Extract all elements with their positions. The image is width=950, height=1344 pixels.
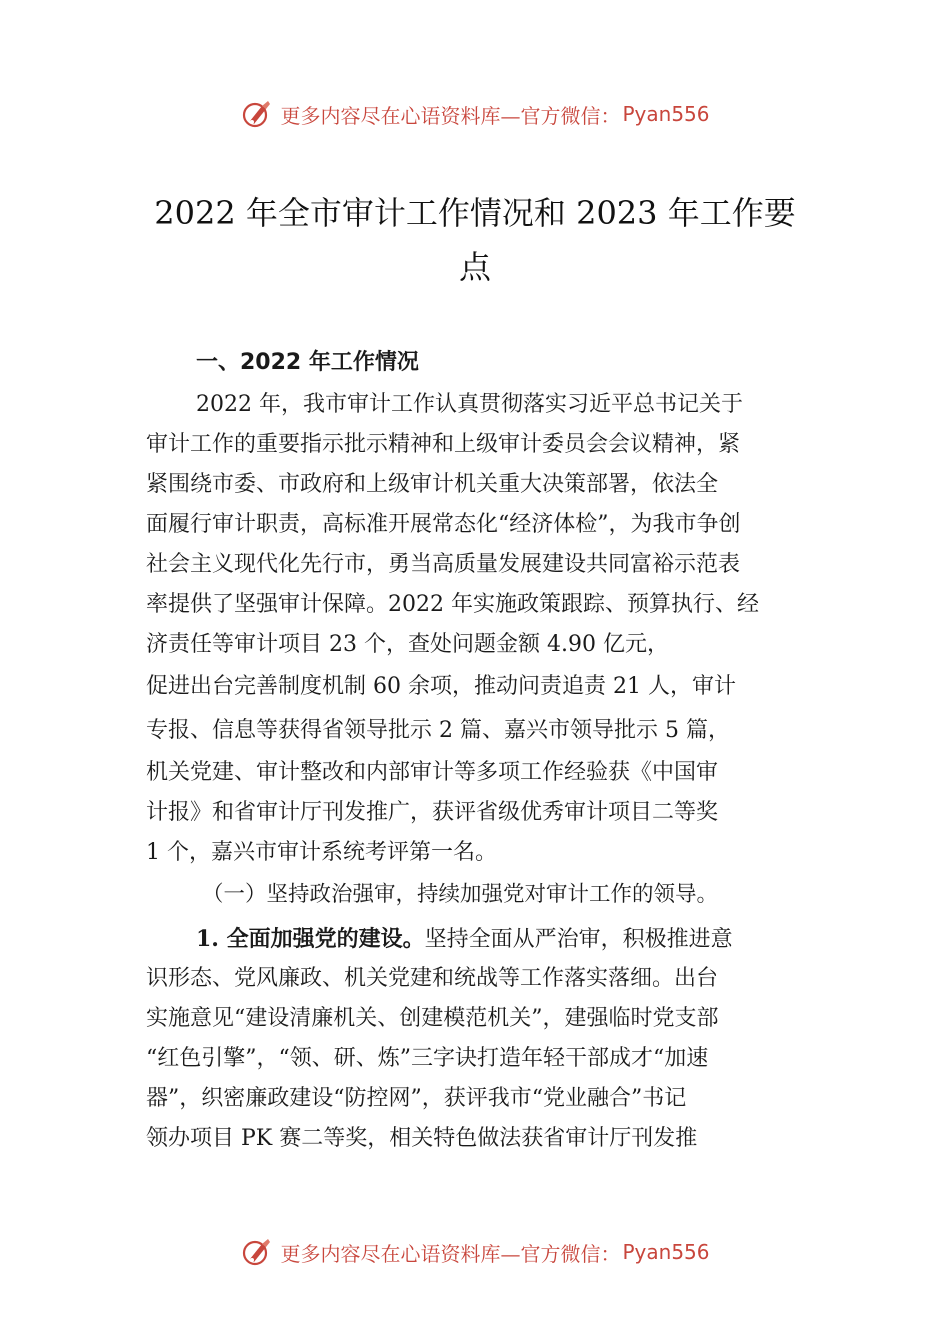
paragraph-line: 计报》和省审计厅刊发推广，获评省级优秀审计项目二等奖 <box>146 800 719 825</box>
document-title <box>120 186 830 294</box>
item-text: 坚持全面从严治审，积极推进意 <box>424 927 733 952</box>
paragraph-line: 济责任等审计项目 23 个，查处问题金额 4.90 亿元， <box>146 632 669 657</box>
paragraph-line: 促进出台完善制度机制 60 余项，推动问责追责 21 人，审计 <box>146 674 736 699</box>
paragraph-line: 专报、信息等获得省领导批示 2 篇、嘉兴市领导批示 5 篇， <box>146 718 730 743</box>
paragraph-line: 1 个，嘉兴市审计系统考评第一名。 <box>146 840 497 865</box>
paragraph-line: 器”，织密廉政建设“防控网”，获评我市“党业融合”书记 <box>146 1086 687 1111</box>
pen-nib-logo-icon <box>240 97 274 131</box>
banner-wechat-id: Pyan556 <box>622 102 710 126</box>
paragraph-line: 实施意见“建设清廉机关、创建模范机关”，建强临时党支部 <box>146 1006 719 1031</box>
banner-brand-text: 更多内容尽在心语资料库—官方微信： <box>280 103 621 128</box>
paragraph-line: 机关党建、审计整改和内部审计等多项工作经验获《中国审 <box>146 760 719 785</box>
paragraph-line: 紧围绕市委、市政府和上级审计机关重大决策部署，依法全 <box>146 472 719 497</box>
subsection-heading: （一）坚持政治强审，持续加强党对审计工作的领导。 <box>202 882 719 907</box>
section-heading: 一、2022 年工作情况 <box>196 350 419 375</box>
paragraph-line: 领办项目 PK 赛二等奖，相关特色做法获省审计厅刊发推 <box>146 1126 698 1151</box>
paragraph-line: 面履行审计职责，高标准开展常态化“经济体检”，为我市争创 <box>146 512 741 537</box>
pen-nib-logo-icon <box>240 1235 274 1269</box>
paragraph-line: 社会主义现代化先行市，勇当高质量发展建设共同富裕示范表 <box>146 552 741 577</box>
banner-wechat-id: Pyan556 <box>622 1240 710 1264</box>
item-first-line <box>196 924 733 955</box>
title-line-1: 2022 年全市审计工作情况和 2023 年工作要 <box>154 194 796 232</box>
paragraph-line: “红色引擎”，“领、研、炼”三字诀打造年轻干部成才“加速 <box>146 1046 709 1071</box>
paragraph-line: 率提供了坚强审计保障。2022 年实施政策跟踪、预算执行、经 <box>146 592 759 617</box>
paragraph-line: 2022 年，我市审计工作认真贯彻落实习近平总书记关于 <box>196 392 743 417</box>
banner-brand-text: 更多内容尽在心语资料库—官方微信： <box>280 1241 621 1266</box>
paragraph-line: 识形态、党风廉政、机关党建和统战等工作落实落细。出台 <box>146 966 719 991</box>
item-lead: 1. 全面加强党的建设。 <box>196 926 425 952</box>
footer-banner <box>0 1232 950 1272</box>
paragraph-line: 审计工作的重要指示批示精神和上级审计委员会会议精神，紧 <box>146 432 741 457</box>
header-banner <box>0 94 950 134</box>
title-line-2: 点 <box>458 248 491 286</box>
